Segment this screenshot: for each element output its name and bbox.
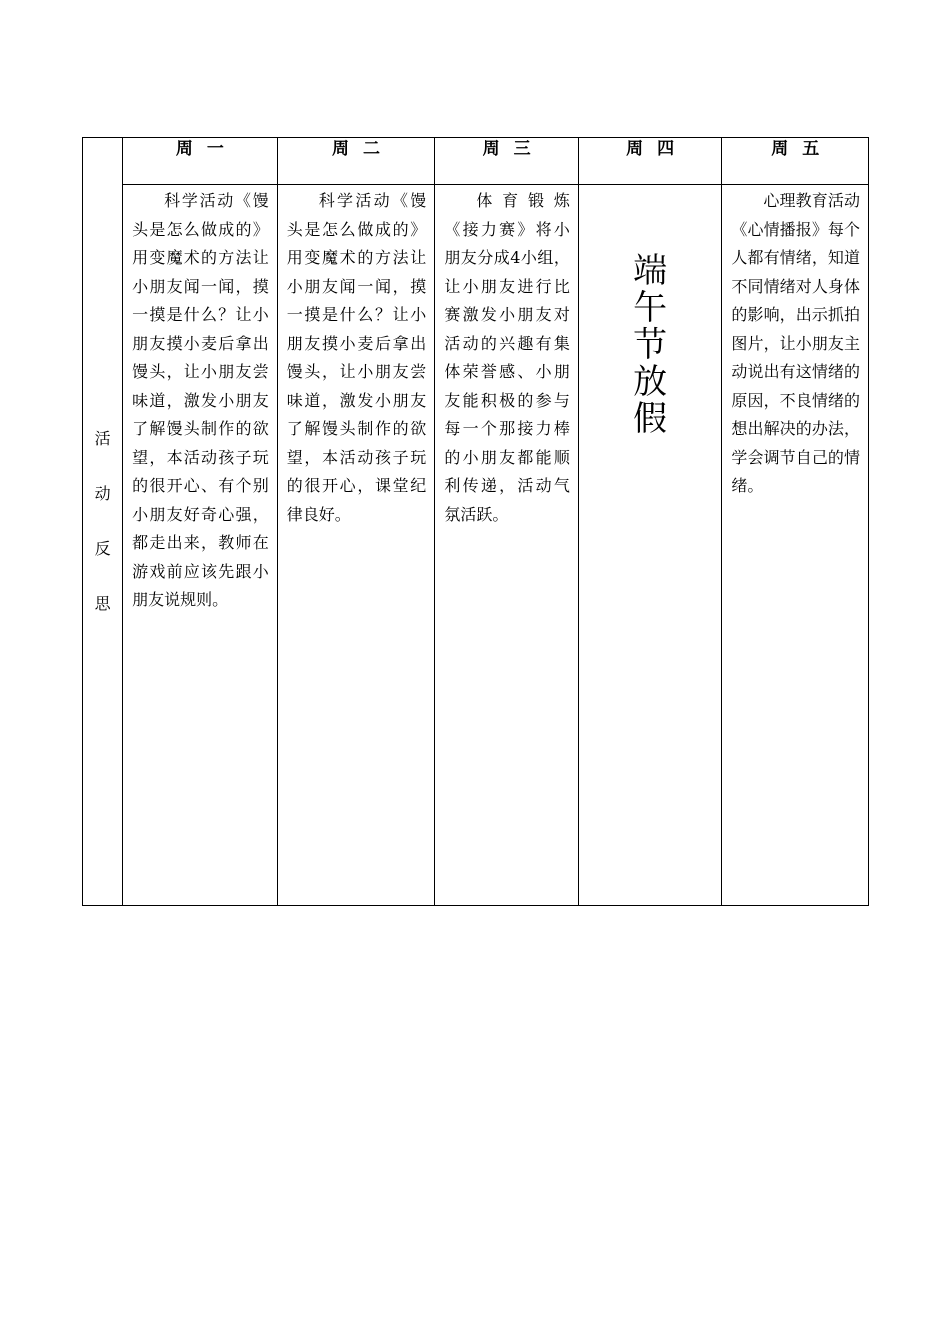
weekly-reflection-table <box>82 137 869 906</box>
reflection-friday: 心理教育活动《心情播报》每个人都有情绪，知道不同情绪对人身体的影响，出示抓拍图片，让小朋友主动说出有这情绪的原因，不良情绪的想出解决的办法，学会调节自己的情绪。 <box>731 191 860 495</box>
holiday-char: 放 <box>633 362 668 402</box>
header-row <box>83 138 869 185</box>
reflection-monday: 科学活动《馒头是怎么做成的》用变魔术的方法让小朋友闻一闻，摸一摸是什么？让小朋友摸小麦后拿出馒头，让小朋友尝味道，激发小朋友了解馒头制作的欲望，本活动孩子玩的很开心、有个别小朋友好奇心强，都走出来，教师在游戏前应该先跟小朋友说规则。 <box>132 191 269 609</box>
section-label-char: 动 <box>94 484 111 503</box>
day-header-tuesday: 周二 <box>277 138 435 185</box>
section-label-activity-reflection <box>83 138 123 906</box>
content-row <box>83 185 869 906</box>
holiday-char: 端 <box>633 251 668 291</box>
section-label-char: 思 <box>94 594 111 613</box>
holiday-char: 节 <box>633 325 668 365</box>
day-header-friday: 周五 <box>722 138 869 185</box>
reflection-tuesday: 科学活动《馒头是怎么做成的》用变魔术的方法让小朋友闻一闻，摸一摸是什么？让小朋友摸小麦后拿出馒头，让小朋友尝味道，激发小朋友了解馒头制作的欲望，本活动孩子玩的很开心，课堂纪律良好。 <box>286 191 427 524</box>
cell-thursday <box>578 185 722 906</box>
holiday-char: 假 <box>633 399 668 439</box>
reflection-wednesday: 体育锻炼《接力赛》将小朋友分成4小组，让小朋友进行比赛激发小朋友对活动的兴趣有集体荣誉感、小朋友能积极的参与每一个那接力棒的小朋友都能顺利传递，活动气氛活跃。 <box>444 191 570 524</box>
day-header-monday: 周一 <box>123 138 278 185</box>
holiday-char: 午 <box>633 288 668 328</box>
holiday-notice <box>630 253 670 438</box>
cell-friday <box>722 185 869 906</box>
cell-monday <box>123 185 278 906</box>
cell-tuesday <box>277 185 435 906</box>
day-header-wednesday: 周三 <box>435 138 579 185</box>
section-label-char: 反 <box>94 539 111 558</box>
day-header-thursday: 周四 <box>578 138 722 185</box>
section-label-char: 活 <box>94 429 111 448</box>
cell-wednesday <box>435 185 579 906</box>
